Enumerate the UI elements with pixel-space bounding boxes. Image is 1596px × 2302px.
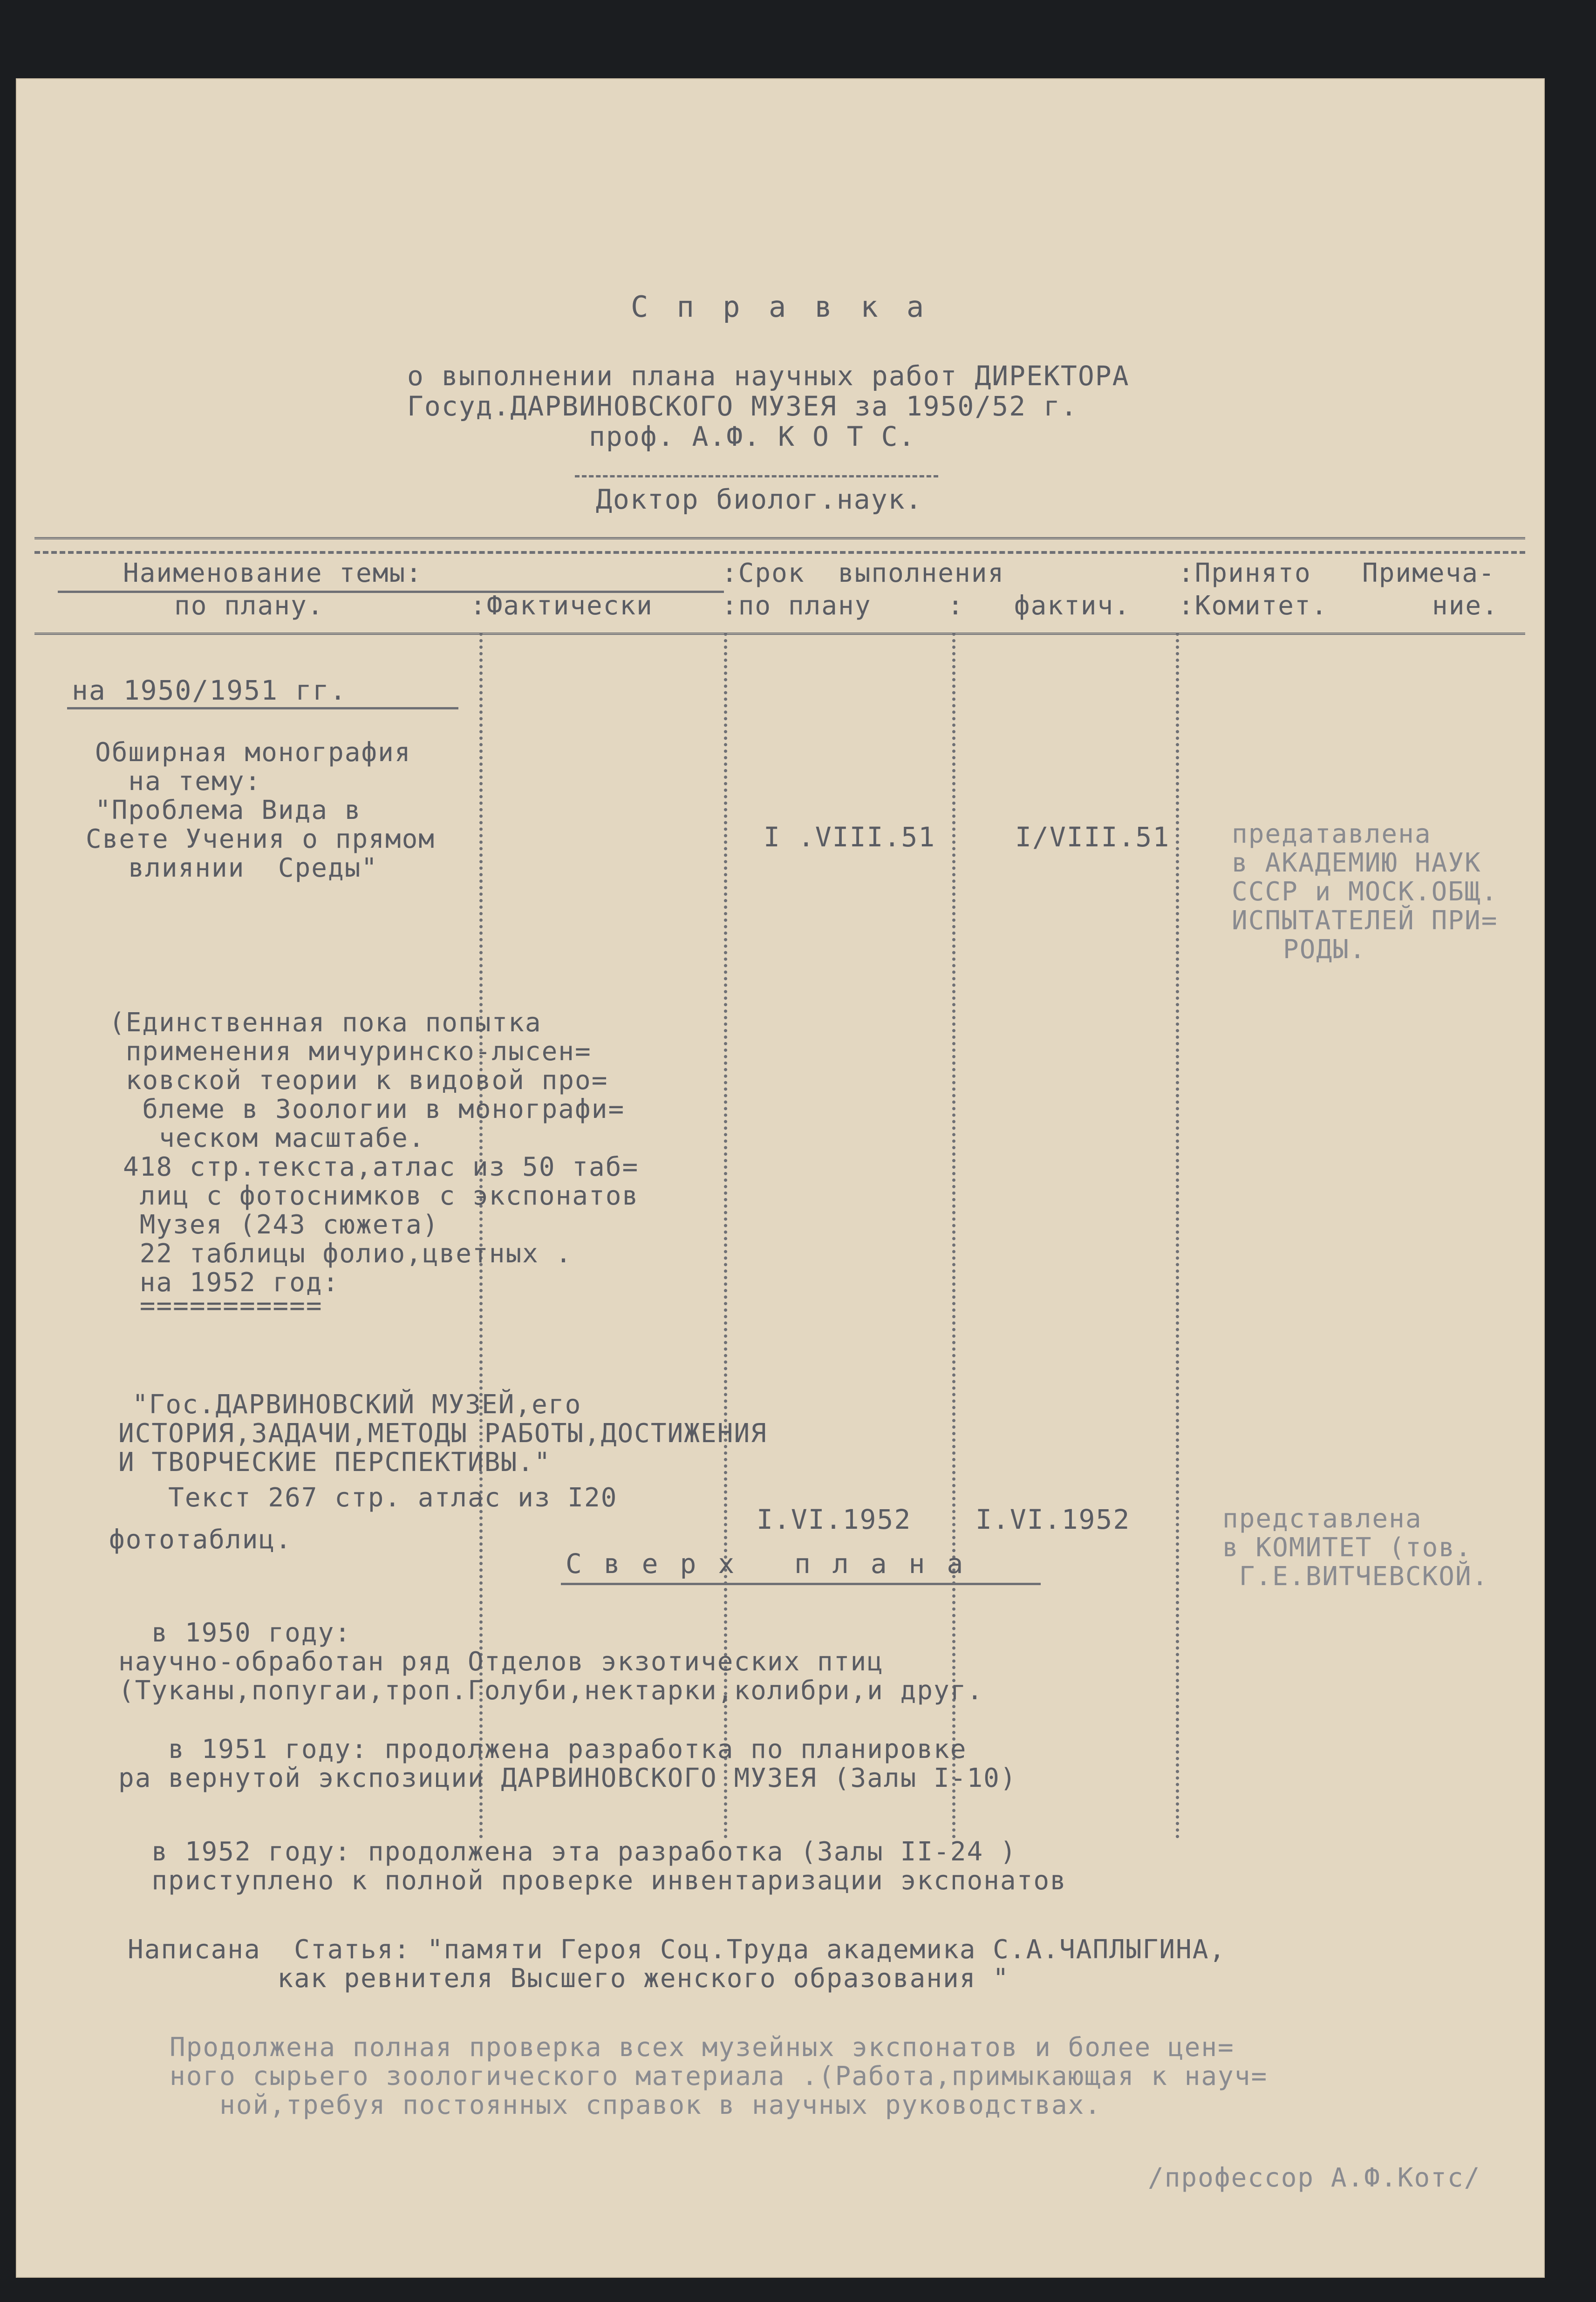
extra-line-7: Написана Статья: "памяти Героя Соц.Труда академика С.А.ЧАПЛЫГИНА, [128, 1934, 1226, 1965]
section-1950-note-7: Музея (243 сюжета) [123, 1210, 439, 1240]
col-term-fact: : фактич. [948, 591, 1131, 621]
header-divider [575, 475, 938, 477]
section-1950-note-8: 22 таблицы фолио,цветных . [123, 1239, 573, 1269]
table-header-bottom-rule [34, 633, 1525, 635]
extra-line-8: как ревнителя Высшего женского образования " [128, 1963, 1009, 1994]
header-underline [58, 591, 724, 593]
extra-line-0: в 1950 году: [118, 1618, 352, 1648]
col-theme-heading: Наименование темы: [123, 558, 423, 588]
extra-line-4: ра вернутой экспозиции ДАРВИНОВСКОГО МУЗЕЯ (Залы I-10) [118, 1763, 1017, 1793]
extra-line-3: в 1951 году: продолжена разработка по планировке [118, 1734, 967, 1764]
extra-line-6: приступлено к полной проверке инвентаризации экспонатов [118, 1866, 1067, 1896]
extra-line-11: ной,требуя постоянных справок в научных руководствах. [170, 2090, 1102, 2120]
section-1950-heading: на 1950/1951 гг. [72, 674, 347, 706]
extra-heading: С в е р х п л а н а [566, 1548, 966, 1580]
section-1950-body-2: "Проблема Вида в [95, 795, 361, 825]
section-1952-accepted-1: в КОМИТЕТ (тов. [1222, 1532, 1472, 1563]
document-sheet [16, 78, 1545, 2278]
extra-line-5: в 1952 году: продолжена эта разработка (Залы II-24 ) [118, 1837, 1017, 1867]
section-1952-body-4: фототаблиц. [109, 1525, 292, 1555]
header-line-2: Госуд.ДАРВИНОВСКОГО МУЗЕЯ за 1950/52 г. [407, 390, 1078, 422]
section-1950-fact-date: I/VIII.51 [1015, 821, 1170, 853]
table-top-rule-2 [34, 551, 1525, 554]
section-1950-accepted-1: в АКАДЕМИЮ НАУК [1232, 848, 1481, 878]
section-1950-body-1: на тему: [95, 766, 262, 797]
header-line-1: о выполнении плана научных работ ДИРЕКТОРА [407, 360, 1130, 392]
column-divider-4 [1176, 633, 1179, 1839]
section-1950-accepted-4: РОДЫ. [1283, 934, 1366, 965]
extra-line-1: научно-обработан ряд Отделов экзотических птиц [118, 1647, 884, 1677]
extra-line-9: Продолжена полная проверка всех музейных экспонатов и более цен= [170, 2032, 1235, 2063]
section-1950-note-6: лиц с фотоснимков с экспонатов [123, 1181, 639, 1211]
document-title: С п р а в к а [631, 290, 930, 324]
col-term-plan: :по плану [722, 591, 872, 621]
section-1950-plan-date: I .VIII.51 [764, 821, 936, 853]
section-1952-body-1: ИСТОРИЯ,ЗАДАЧИ,МЕТОДЫ РАБОТЫ,ДОСТИЖЕНИЯ [118, 1418, 767, 1449]
extra-line-2: (Туканы,попугаи,троп.Голуби,нектарки,колибри,и друг. [118, 1675, 984, 1706]
section-1952-accepted-0: представлена [1222, 1504, 1422, 1534]
section-1952-fact-date: I.VI.1952 [975, 1504, 1131, 1535]
col-accepted-committee: :Комитет. [1178, 591, 1328, 621]
section-1950-note-9: на 1952 год: [123, 1267, 340, 1298]
section-1950-note-10: =========== [123, 1291, 323, 1321]
section-1952-body-0: "Гос.ДАРВИНОВСКИЙ МУЗЕЙ,его [132, 1389, 582, 1420]
column-divider-3 [952, 633, 955, 1839]
section-1950-body-3: Свете Учения о прямом [86, 824, 436, 854]
section-1950-note-2: ковской теории к видовой про= [109, 1065, 608, 1096]
section-1950-body-4: влиянии Среды" [95, 853, 378, 883]
section-1950-accepted-0: предатавлена [1232, 819, 1432, 849]
section-1950-accepted-3: ИСПЫТАТЕЛЕЙ ПРИ= [1232, 906, 1498, 936]
header-line-3: проф. А.Ф. К О Т С. [589, 421, 916, 452]
signature: /профессор А.Ф.Котс/ [1148, 2163, 1481, 2193]
section-1950-body-0: Обширная монография [95, 737, 411, 768]
section-1952-body-2: И ТВОРЧЕСКИЕ ПЕРСПЕКТИВЫ." [118, 1447, 551, 1478]
section-1950-underline [67, 707, 458, 709]
col-term-heading: :Срок выполнения [722, 558, 1005, 588]
section-1952-plan-date: I.VI.1952 [757, 1504, 912, 1535]
section-1952-body-3: Текст 267 стр. атлас из I20 [118, 1483, 618, 1513]
section-1950-note-0: (Единственная пока попытка [109, 1008, 542, 1038]
col-accepted-heading: :Принято [1178, 558, 1311, 588]
col-theme-plan: по плану. [174, 591, 324, 621]
col-theme-fact: :Фактически [470, 591, 653, 621]
section-1950-accepted-2: СССР и МОСК.ОБЩ. [1232, 877, 1498, 907]
extra-heading-underline [561, 1583, 1041, 1585]
section-1950-note-3: блеме в Зоологии в монографи= [109, 1094, 625, 1124]
col-notes-heading: Примеча- [1362, 558, 1495, 588]
extra-line-10: ного сырьего зоологического материала .(Работа,примыкающая к науч= [170, 2061, 1268, 2091]
section-1950-note-4: ческом масштабе. [109, 1123, 425, 1153]
col-notes-sub: ние. [1432, 591, 1499, 621]
section-1952-accepted-2: Г.Е.ВИТЧЕВСКОЙ. [1222, 1561, 1489, 1592]
table-top-rule [34, 537, 1525, 539]
header-line-4: Доктор биолог.наук. [596, 484, 923, 515]
section-1950-note-1: применения мичуринско-лысен= [109, 1036, 592, 1067]
section-1950-note-5: 418 стр.текста,атлас из 50 таб= [123, 1152, 639, 1182]
